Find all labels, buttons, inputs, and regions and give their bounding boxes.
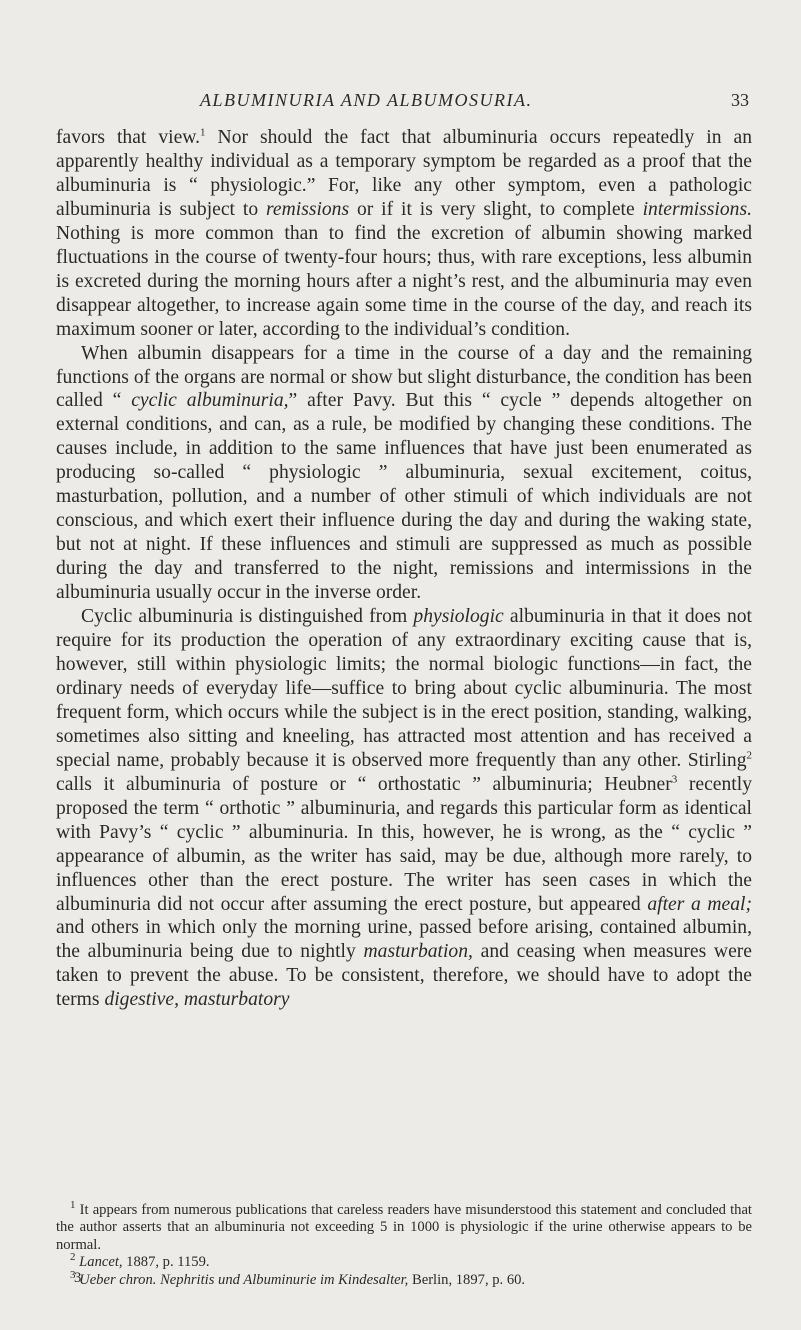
footnote-ref: 3: [70, 1268, 76, 1281]
text-run: albuminuria in that it does not require for its production the operation of any extraordinary exciting cause that is, however, still within physiologic limits; the normal biologic functions—in fact, the ordinary needs of everyday life—suffice to bring about cyclic albuminuria. The most frequent form, which occurs while the subject is in the erect position, standing, walking, sometimes also sitting and kneeling, has attracted most attention and has received a special name, probably because it is observed more frequently than any other. Stirling: [56, 606, 752, 771]
text-run: Nor should the fact that albuminuria occurs repeatedly in an apparently healthy individual as a temporary symptom be regarded as a proof that the albuminuria is “ physiologic.” For, like any other symptom, even a pathologic albuminuria is subject to: [56, 127, 753, 220]
text-run: recently proposed the term “ orthotic ” albuminuria, and regards this particular form as identical with Pavy’s “ cyclic ” albuminuria. In this, however, he is wrong, as the “ cyclic ” appearance of albumin, as the writer has said, may be due, although more rarely, to influences other than the erect posture. The writer has seen cases in which the albuminuria did not occur after assuming the erect posture, but appeared: [56, 773, 752, 915]
text-run: ” after Pavy. But this “ cycle ” depends altogether on external conditions, and can, as a rule, be modified by changing these conditions. The causes include, in addition to the same influences that have just been enumerated as producing so-called “ physiologic ” albuminuria, sexual excitement, coitus, masturbation, pollution, and a number of other stimuli of which individuals are not conscious, and which exert their influence during the day and during the waking state, but not at night. If these influences and stimuli are suppressed as much as possible during the day and transferred to the night, remissions and intermissions in the albuminuria usually occur in the inverse order.: [56, 390, 752, 604]
italic-text: cyclic albuminuria,: [131, 390, 289, 412]
italic-text: Ueber chron. Nephritis und Albuminurie im Kindesalter,: [79, 1271, 409, 1288]
paragraph-3: [56, 605, 752, 1012]
text-run: Cyclic albuminuria is distinguished from: [81, 606, 414, 628]
text-run: and ceasing when measures were taken to prevent the abuse. To be consistent, therefore, we should have to adopt the terms: [56, 941, 752, 1011]
text-run: It appears from numerous publications that careless readers have misunderstood this statement and concluded that the author asserts that an albuminuria not exceeding 5 in 1000 is physiologic if the urine otherwise appears to be normal.: [56, 1202, 752, 1253]
paragraph-2: [56, 342, 752, 605]
text-run: or if it is very slight, to complete: [349, 198, 643, 220]
text-run: When albumin disappears for a time in the course of a day and the remaining functions of the organs are normal or show but slight disturbance, the condition has been called “: [56, 342, 752, 412]
footnote-ref: 1: [70, 1199, 76, 1212]
text-run: favors that view.: [56, 127, 201, 148]
italic-text: Lancet,: [79, 1254, 123, 1271]
page-number: 33: [731, 90, 749, 110]
footnote-2: [56, 1251, 752, 1271]
body-text: [56, 126, 752, 1012]
italic-text: remissions: [266, 198, 350, 220]
italic-text: intermissions.: [642, 198, 752, 220]
italic-text: masturbation,: [363, 941, 473, 963]
text-run: Berlin, 1897, p. 60.: [408, 1271, 526, 1288]
text-run: 1887, p. 1159.: [122, 1254, 210, 1271]
text-run: calls it albuminuria of posture or “ orthostatic ” albuminuria; Heubner: [56, 773, 672, 795]
text-run: Nothing is more common than to find the excretion of albumin showing marked fluctuations in the course of twenty-four hours; thus, with rare exceptions, less albumin is excreted during the morning hours after a night’s rest, and the albuminuria may even disappear altogether, to increase again some time in the course of the day, and reach its maximum sooner or later, according to the individual’s condition.: [56, 222, 752, 340]
italic-text: digestive, masturbatory: [104, 989, 290, 1011]
footnotes: [56, 1199, 752, 1289]
text-run: and others in which only the morning urine, passed before arising, contained albumin, the albuminuria being due to nightly: [56, 917, 752, 963]
italic-text: physiologic: [413, 606, 504, 628]
footnote-1: [56, 1199, 752, 1254]
page-header: [0, 90, 801, 114]
footnote-3: [56, 1268, 752, 1289]
paragraph-1: [56, 126, 752, 342]
italic-text: after a meal;: [647, 893, 753, 915]
signature-mark: 3: [74, 1270, 82, 1286]
footnote-ref: 1: [200, 126, 206, 139]
footnote-ref: 2: [70, 1251, 76, 1264]
footnote-ref: 3: [671, 773, 678, 786]
footnote-ref: 2: [746, 749, 752, 762]
running-title: ALBUMINURIA AND ALBUMOSURIA.: [200, 90, 533, 110]
